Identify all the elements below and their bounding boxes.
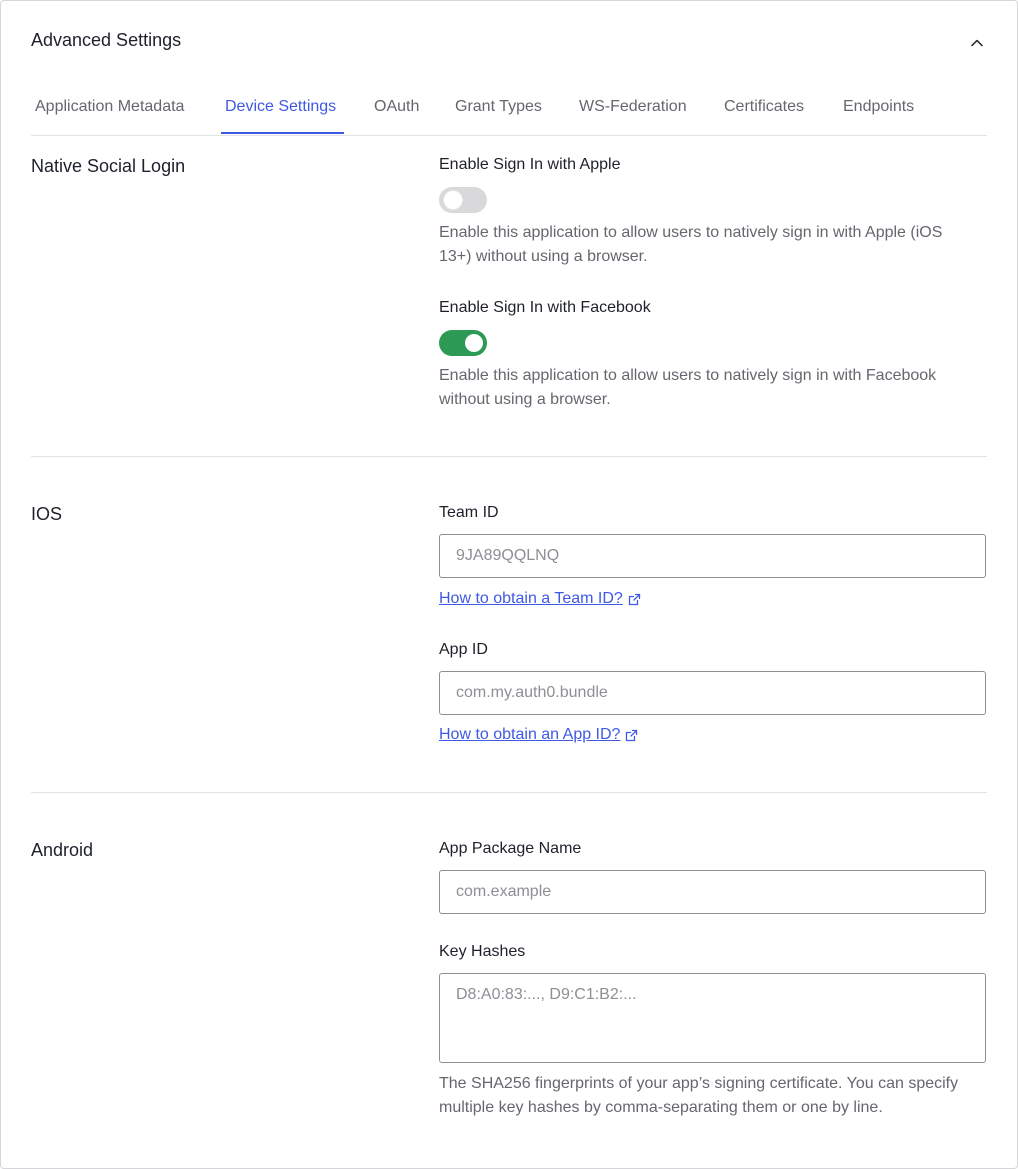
section-title-android: Android (31, 840, 94, 860)
team-id-help-link[interactable] (439, 590, 641, 608)
external-link-icon (625, 729, 638, 742)
package-name-label: App Package Name (439, 840, 582, 857)
apple-signin-label: Enable Sign In with Apple (439, 156, 621, 173)
panel-title: Advanced Settings (31, 30, 182, 50)
toggle-knob (465, 334, 483, 352)
settings-tabs (31, 87, 987, 136)
apple-signin-description: Enable this application to allow users to natively sign in with Apple (iOS 13+) without using a browser. (439, 224, 943, 265)
key-hashes-label: Key Hashes (439, 943, 526, 960)
section-title-native-social-login: Native Social Login (31, 156, 186, 176)
apple-signin-toggle[interactable] (439, 187, 487, 213)
app-id-label: App ID (439, 641, 488, 658)
team-id-input[interactable] (439, 534, 986, 578)
tab-ws-federation[interactable]: WS-Federation (579, 98, 687, 115)
section-divider (31, 792, 987, 793)
tab-device-settings[interactable]: Device Settings (225, 98, 337, 115)
toggle-knob (444, 191, 462, 209)
external-link-icon (628, 593, 641, 606)
chevron-up-icon (971, 34, 983, 52)
tab-grant-types[interactable]: Grant Types (455, 98, 542, 115)
package-name-input[interactable] (439, 870, 986, 914)
tab-application-metadata[interactable]: Application Metadata (35, 98, 185, 115)
tab-endpoints[interactable]: Endpoints (843, 98, 915, 115)
app-id-input[interactable] (439, 671, 986, 715)
tab-certificates[interactable]: Certificates (724, 98, 805, 115)
section-divider (31, 456, 987, 457)
active-tab-indicator (221, 132, 344, 134)
key-hashes-textarea[interactable] (439, 973, 986, 1063)
facebook-signin-toggle[interactable] (439, 330, 487, 356)
team-id-label: Team ID (439, 504, 499, 521)
app-id-help-link-text: How to obtain an App ID? (439, 726, 621, 743)
section-title-ios: IOS (31, 504, 63, 524)
facebook-signin-label: Enable Sign In with Facebook (439, 299, 651, 316)
tab-oauth[interactable]: OAuth (374, 98, 420, 115)
key-hashes-description: The SHA256 fingerprints of your app’s signing certificate. You can specify multiple key hashes by comma-separating them or one by line. (439, 1075, 959, 1116)
collapse-button[interactable] (965, 33, 989, 53)
app-id-help-link[interactable] (439, 726, 638, 744)
facebook-signin-description: Enable this application to allow users to natively sign in with Facebook without using a browser. (439, 367, 937, 408)
team-id-help-link-text: How to obtain a Team ID? (439, 590, 623, 607)
